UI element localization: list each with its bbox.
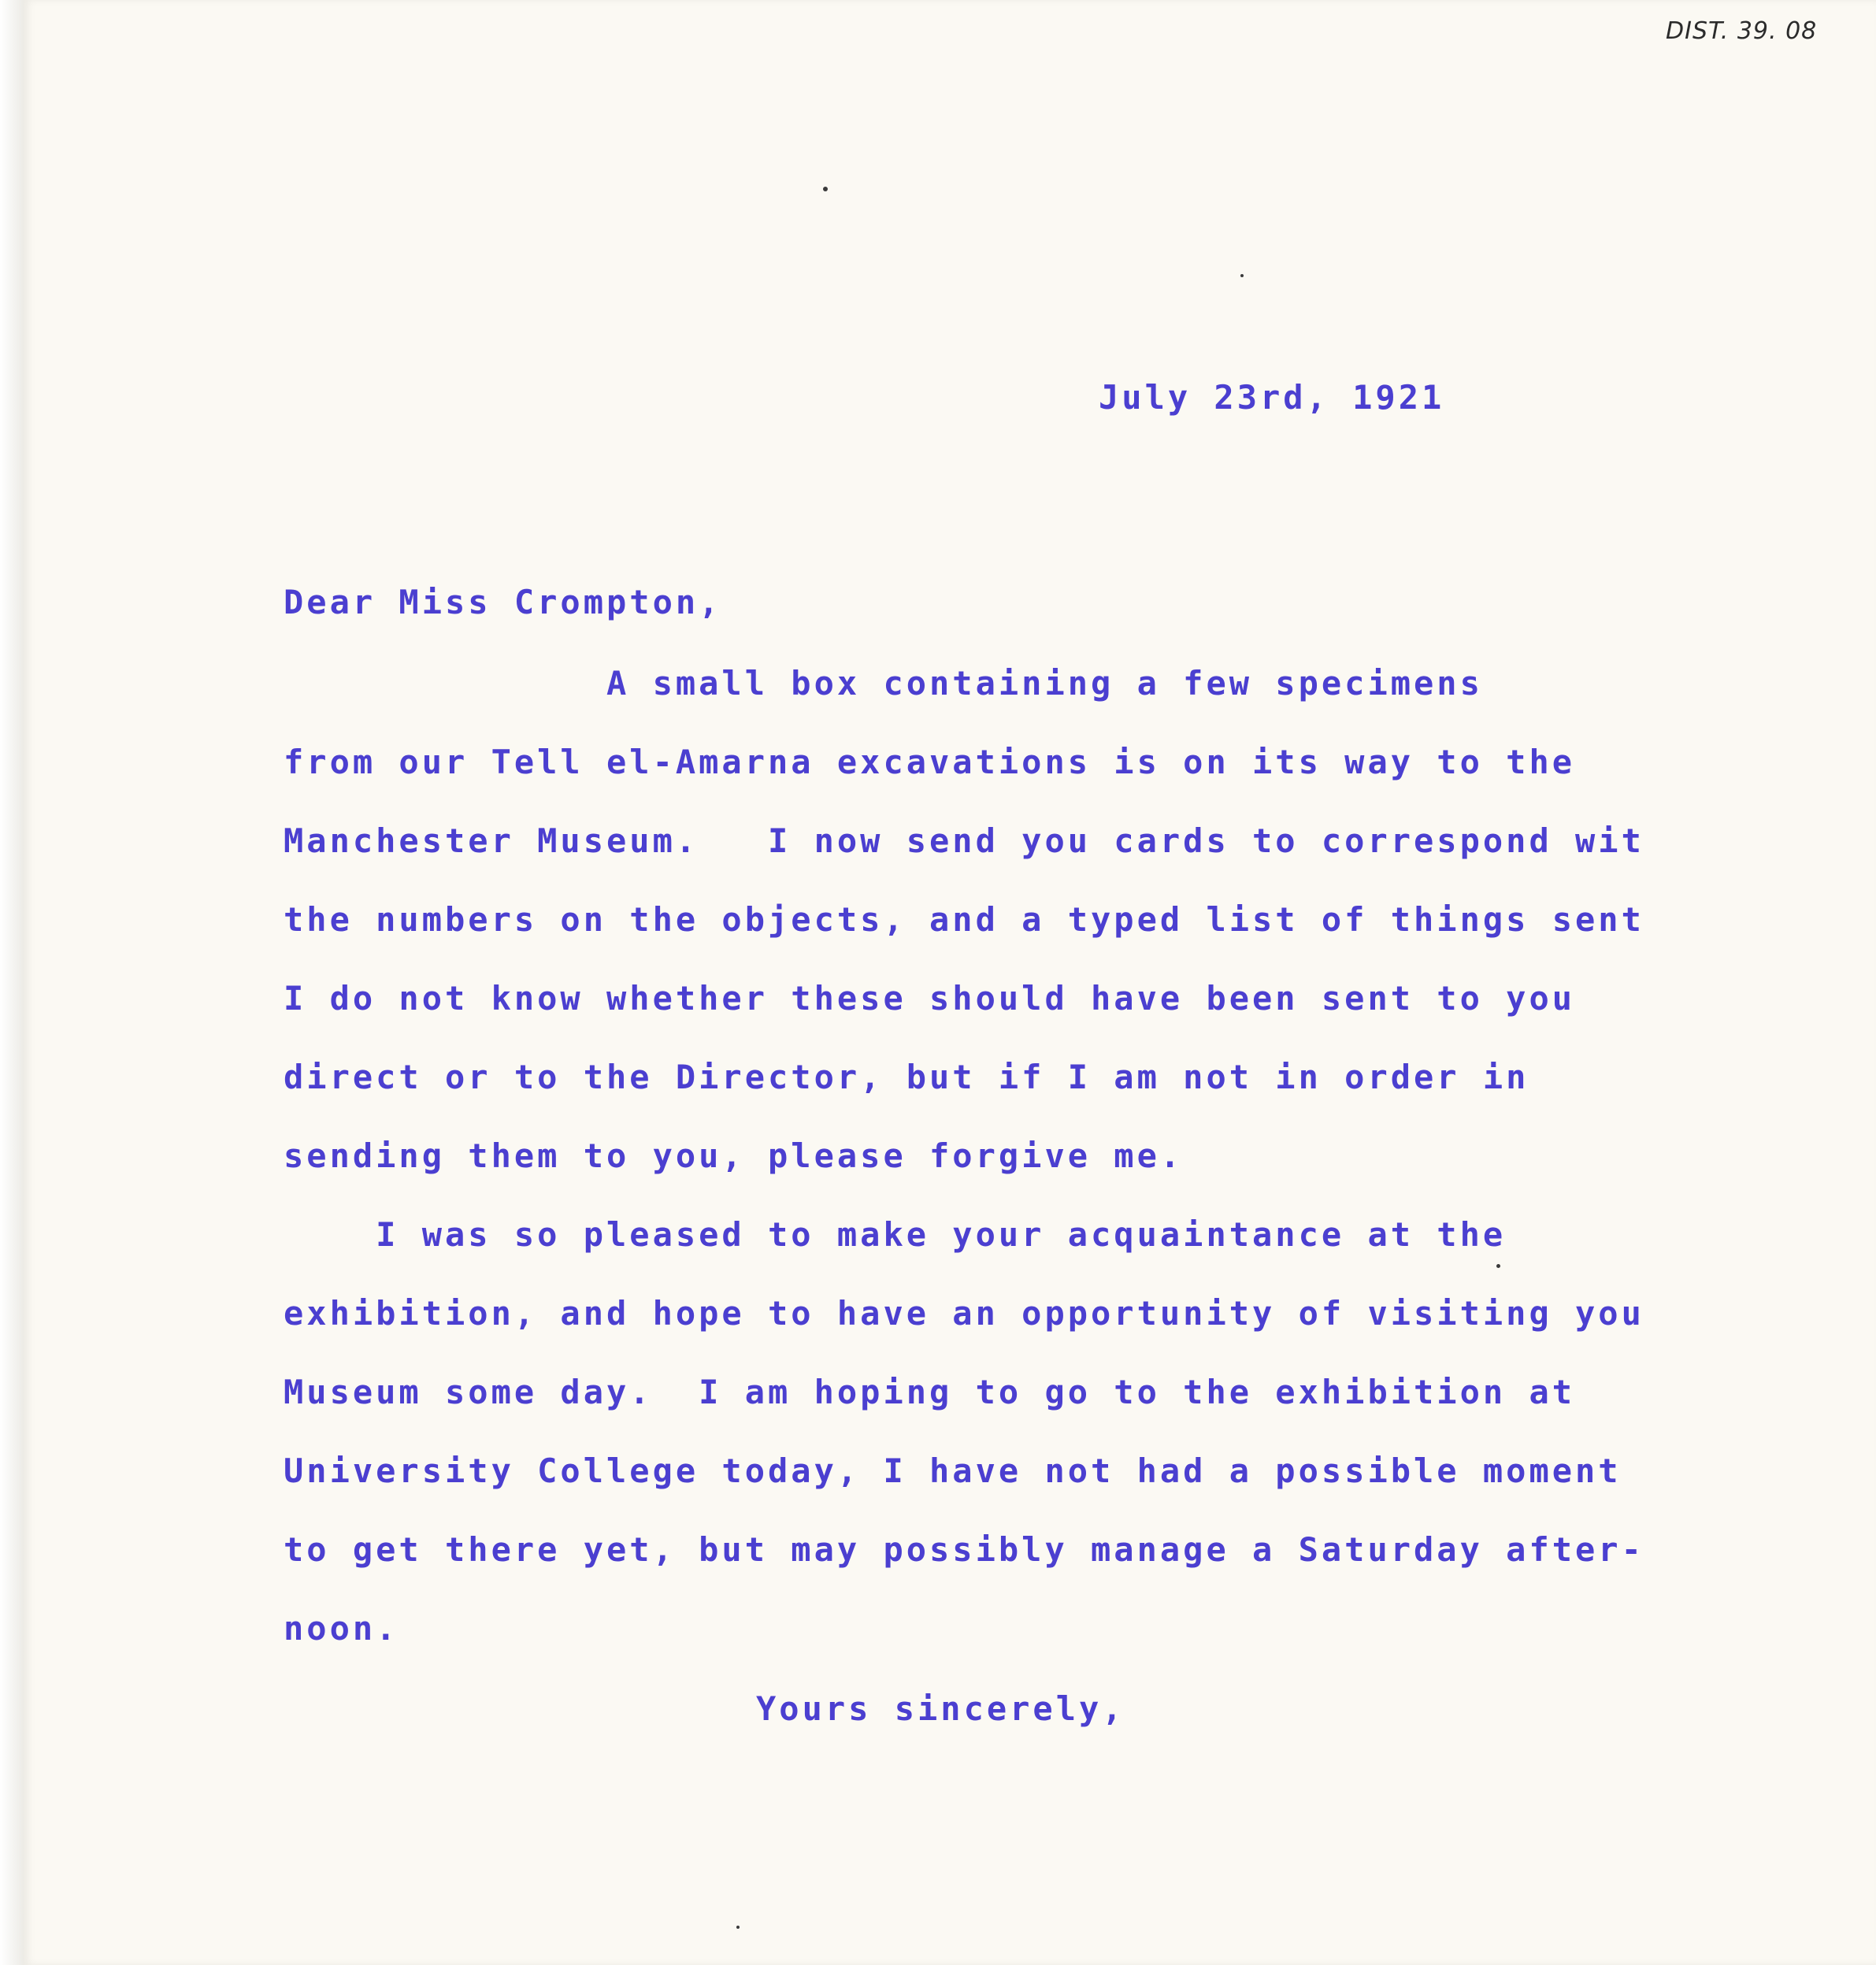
body-line: I was so pleased to make your acquaintance at the: [284, 1215, 1507, 1254]
body-line: direct or to the Director, but if I am not in order in: [284, 1058, 1529, 1096]
body-line: from our Tell el-Amarna excavations is on its way to the: [284, 743, 1576, 781]
body-line: noon.: [284, 1609, 399, 1648]
paper-speck: [1240, 274, 1244, 277]
archive-reference: DIST. 39. 08: [1666, 17, 1818, 45]
letter-date: July 23rd, 1921: [1099, 378, 1445, 417]
paper-speck: [823, 187, 828, 191]
body-line: I do not know whether these should have been sent to you: [284, 979, 1576, 1018]
salutation: Dear Miss Crompton,: [284, 583, 722, 621]
body-line: Museum some day. I am hoping to go to the exhibition at: [284, 1373, 1576, 1411]
body-line: to get there yet, but may possibly manage a Saturday after-: [284, 1530, 1644, 1569]
page-edge-shadow: [0, 0, 24, 1965]
paper-speck: [736, 1926, 740, 1929]
body-line: exhibition, and hope to have an opportunity of visiting you: [284, 1294, 1644, 1333]
paper-speck: [1496, 1264, 1500, 1268]
body-line: sending them to you, please forgive me.: [284, 1136, 1184, 1175]
body-line: Manchester Museum. I now send you cards to correspond wit: [284, 821, 1644, 860]
body-line: University College today, I have not had a possible moment: [284, 1452, 1622, 1490]
body-line: the numbers on the objects, and a typed list of things sent: [284, 900, 1644, 939]
body-line: A small box containing a few specimens: [284, 664, 1483, 703]
closing: Yours sincerely,: [756, 1689, 1125, 1728]
